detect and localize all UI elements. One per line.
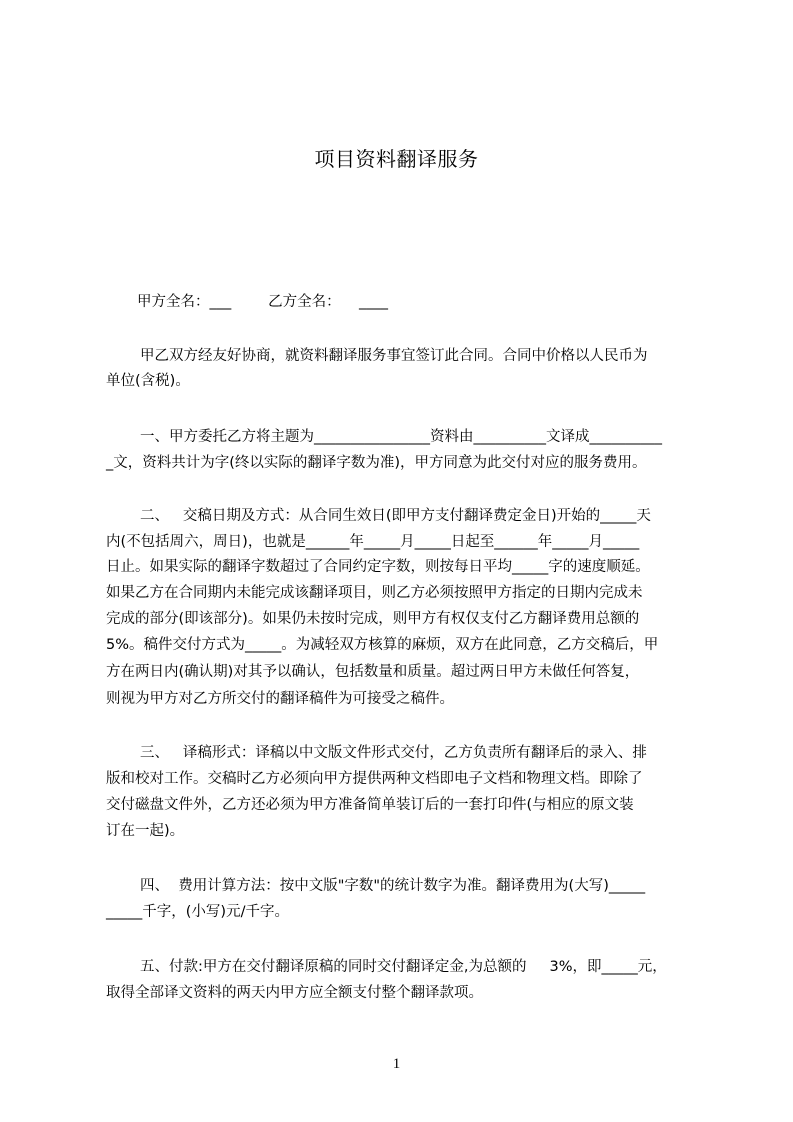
clause-4-line: 四、 费用计算方法：按中文版"字数"的统计数字为准。翻译费用为(大写)_____ — [140, 878, 646, 894]
clause-2-line: 内(不包括周六，周日)，也就是______年_____月_____日起至______年_____月_____ — [106, 534, 640, 550]
clause-2-line: 日止。如果实际的翻译字数超过了合同约定字数，则按每日平均_____字的速度顺延。 — [106, 559, 650, 575]
party-names-line: 甲方全名：___ 乙方全名： ____ — [137, 294, 389, 310]
clause-3-line: 交付磁盘文件外，乙方还必须为甲方准备简单装订后的一套打印件(与相应的原文装 — [106, 797, 634, 813]
page-number: 1 — [392, 1056, 401, 1072]
clause-1-line: 一、甲方委托乙方将主题为________________资料由__________文译成__________ — [140, 429, 662, 445]
clause-5-line: 五、付款:甲方在交付翻译原稿的同时交付翻译定金,为总额的 3%，即_____元， — [140, 959, 667, 975]
clause-3-line: 三、 译稿形式：译稿以中文版文件形式交付，乙方负责所有翻译后的录入、排 — [140, 745, 647, 761]
clause-2-line: 5%。稿件交付方式为_____。为减轻双方核算的麻烦，双方在此同意，乙方交稿后，甲 — [106, 637, 659, 653]
clause-2-line: 完成的部分(即该部分)。如果仍未按时完成，则甲方有权仅支付乙方翻译费用总额的 — [106, 611, 640, 627]
clause-2-line: 方在两日内(确认期)对其予以确认，包括数量和质量。超过两日甲方未做任何答复， — [106, 664, 640, 680]
document-title: 项目资料翻译服务 — [314, 147, 479, 171]
clause-2-line: 二、 交稿日期及方式：从合同生效日(即甲方支付翻译费定金日)开始的_____天 — [140, 508, 651, 524]
intro-paragraph-line: 单位(含税)。 — [106, 373, 190, 389]
clause-4-line: _____千字，(小写)元/千字。 — [106, 904, 289, 920]
clause-2-line: 如果乙方在合同期内未能完成该翻译项目，则乙方必须按照甲方指定的日期内完成未 — [106, 585, 643, 601]
intro-paragraph-line: 甲乙双方经友好协商，就资料翻译服务事宜签订此合同。合同中价格以人民币为 — [140, 348, 648, 364]
clause-3-line: 订在一起)。 — [106, 823, 185, 839]
clause-2-line: 则视为甲方对乙方所交付的翻译稿件为可接受之稿件。 — [106, 691, 454, 707]
clause-5-line: 取得全部译文资料的两天内甲方应全额支付整个翻译款项。 — [106, 985, 483, 1001]
clause-3-line: 版和校对工作。交稿时乙方必须向甲方提供两种文档即电子文档和物理文档。即除了 — [106, 771, 643, 787]
clause-1-line: _文，资料共计为字(终以实际的翻译字数为准)，甲方同意为此交付对应的服务费用。 — [106, 455, 647, 471]
